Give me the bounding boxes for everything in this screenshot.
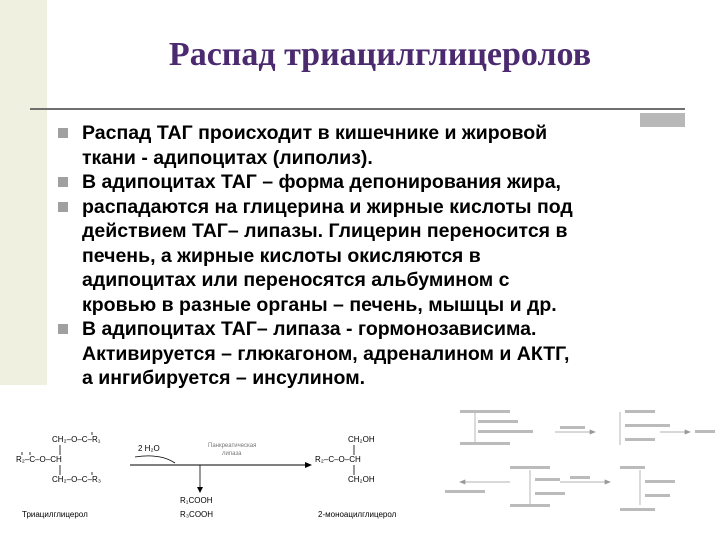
tag-mid-line: R₂–C–O–CH	[16, 455, 62, 464]
water-label: 2 H₂O	[138, 444, 160, 453]
square-bullet-icon	[58, 202, 68, 212]
bullet-item	[58, 121, 688, 170]
title-divider	[30, 108, 685, 110]
bullet-text: В адипоцитах ТАГ – форма депонирования жира,	[82, 171, 561, 193]
lipase-reaction-scheme	[0, 425, 405, 525]
square-bullet-icon	[58, 324, 68, 334]
side-decor-bar	[0, 0, 47, 385]
bullet-item	[58, 170, 688, 195]
bullet-text: распадаются на глицерина и жирные кислоты под действием ТАГ– липазы. Глицерин переносится в печень, а жирные кислоты окисляются в адипоцитах или переносятся альбумином с кровью в разные органы – печень, мышцы и др.	[82, 195, 573, 316]
tag-bot-line: CH₂–O–C–R₃	[52, 475, 102, 484]
bullet-text: В адипоцитах ТАГ– липаза - гормонозависима. Активируется – глюкагоном, адреналином и АКТГ, а ингибируется – инсулином.	[82, 318, 570, 389]
bullet-item	[58, 317, 688, 391]
mag-mid-line: R₂–C–O–CH	[315, 455, 361, 464]
acid-1: R₁COOH	[180, 496, 213, 505]
bullet-list	[58, 121, 688, 391]
square-bullet-icon	[58, 177, 68, 187]
acid-2: R₃COOH	[180, 510, 214, 519]
square-bullet-icon	[58, 128, 68, 138]
enzyme-label: Панкреатическая липаза	[208, 443, 257, 457]
bullet-item	[58, 195, 688, 318]
mag-top-line: CH₂OH	[348, 435, 375, 444]
tag-top-line: CH₂–O–C–R₁	[52, 435, 101, 444]
bullet-text: Распад ТАГ происходит в кишечнике и жировой ткани - адипоцитах (липолиз).	[82, 122, 548, 169]
mag-bot-line: CH₂OH	[348, 475, 375, 484]
label-triacylglycerol: Триацилглицерол	[22, 510, 88, 519]
lipolysis-pathway-diagram	[440, 400, 720, 530]
label-monoacylglycerol: 2-моноацилглицерол	[318, 510, 397, 519]
slide-title: Распад триацилглицеролов	[168, 36, 592, 73]
